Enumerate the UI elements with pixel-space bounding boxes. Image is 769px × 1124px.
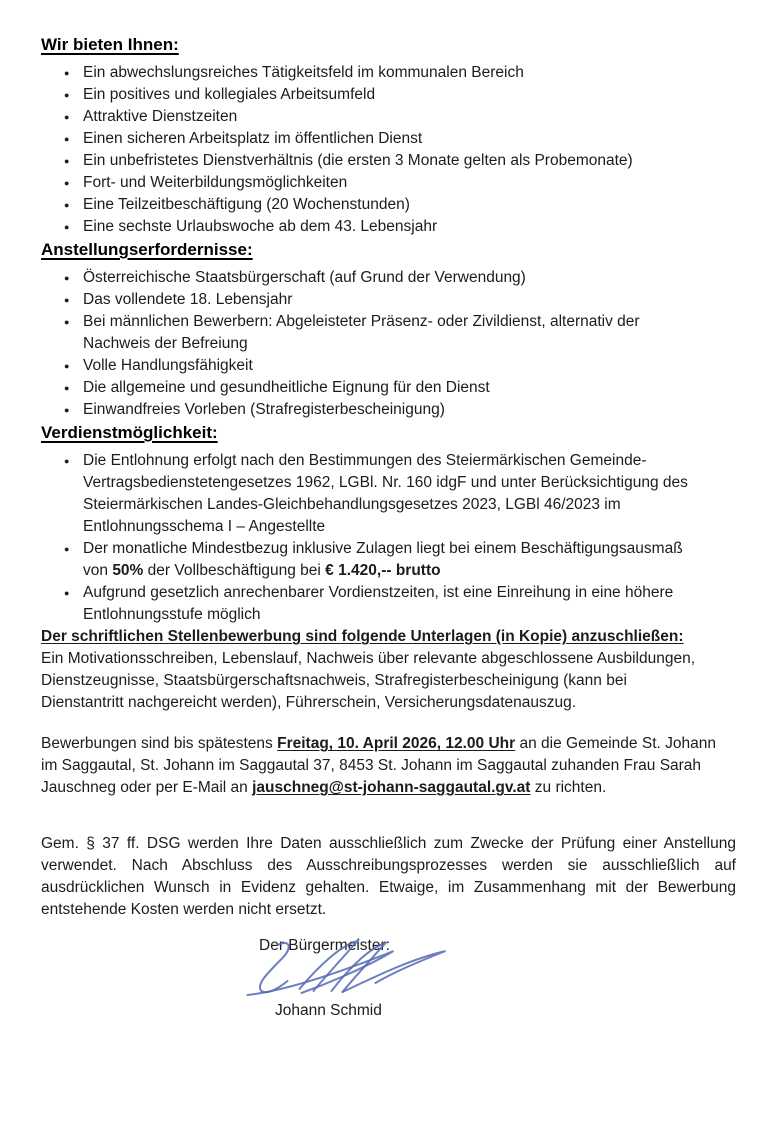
text-line: Steiermärkischen Landes-Gleichbehandlungsgesetzes 2023, LGBl 46/2023 im bbox=[83, 496, 621, 513]
text-line: ● Das vollendete 18. Lebensjahr bbox=[83, 291, 293, 308]
text-line: ● Die allgemeine und gesundheitliche Eignung für den Dienst bbox=[83, 379, 490, 396]
text-segment: 50% bbox=[112, 562, 144, 579]
text-line: ● Ein abwechslungsreiches Tätigkeitsfeld im kommunalen Bereich bbox=[83, 64, 524, 81]
salary-list bbox=[41, 450, 736, 626]
signature-block bbox=[41, 935, 736, 1065]
list-item bbox=[41, 355, 736, 377]
section-requirements bbox=[41, 238, 736, 421]
text-segment: an die Gemeinde St. Johann bbox=[515, 735, 716, 752]
text-line: ● Der monatliche Mindestbezug inklusive Zulagen liegt bei einem Beschäftigungsausmaß bbox=[83, 540, 683, 557]
section-salary-heading: Verdienstmöglichkeit: bbox=[41, 423, 218, 442]
signature-role-label: Der Bürgermeister: bbox=[259, 937, 390, 954]
section-offer-heading: Wir bieten Ihnen: bbox=[41, 35, 179, 54]
list-item bbox=[41, 216, 736, 238]
text-segment: € 1.420,-- brutto bbox=[325, 562, 441, 579]
list-item bbox=[41, 194, 736, 216]
signature-name: Johann Schmid bbox=[275, 1002, 382, 1019]
text-line: ● Eine Teilzeitbeschäftigung (20 Wochenstunden) bbox=[83, 196, 410, 213]
text-line: ● Österreichische Staatsbürgerschaft (auf Grund der Verwendung) bbox=[83, 269, 526, 286]
text-segment: Der schriftlichen Stellenbewerbung sind folgende Unterlagen bbox=[41, 628, 492, 645]
list-item bbox=[41, 267, 736, 289]
section-documents bbox=[41, 626, 736, 714]
text-line: Entlohnungsschema I – Angestellte bbox=[83, 518, 326, 535]
text-segment: von bbox=[83, 562, 113, 579]
section-requirements-heading: Anstellungserfordernisse: bbox=[41, 240, 253, 259]
text-line: ausdrücklichen Wunsch in Evidenz gehalten. Etwaige, im Zusammenhang mit der Bewerbung bbox=[41, 879, 736, 896]
list-item bbox=[41, 538, 736, 582]
list-item bbox=[41, 84, 736, 106]
text-line: ● Einen sicheren Arbeitsplatz im öffentlichen Dienst bbox=[83, 130, 423, 147]
text-line: ● Einwandfreies Vorleben (Strafregisterbescheinigung) bbox=[83, 401, 445, 418]
list-item bbox=[41, 399, 736, 421]
text-line: Dienstzeugnisse, Staatsbürgerschaftsnachweis, Strafregisterbescheinigung (kann bei bbox=[41, 672, 627, 689]
text-line: ● Die Entlohnung erfolgt nach den Bestimmungen des Steiermärkischen Gemeinde- bbox=[83, 452, 647, 469]
text-segment: anzuschließen: bbox=[571, 628, 684, 645]
text-line: Ein Motivationsschreiben, Lebenslauf, Nachweis über relevante abgeschlossene Ausbildungen, bbox=[41, 650, 695, 667]
text-line: Gem. § 37 ff. DSG werden Ihre Daten ausschließlich zum Zwecke der Prüfung einer Anstellung bbox=[41, 835, 736, 852]
text-line: ● Fort- und Weiterbildungsmöglichkeiten bbox=[83, 174, 348, 191]
list-item bbox=[41, 582, 736, 626]
text-segment: (in Kopie) bbox=[491, 628, 572, 645]
text-line bbox=[41, 626, 736, 648]
text-line: Dienstantritt nachgereicht werden), Führerschein, Versicherungsdatenauszug. bbox=[41, 694, 577, 711]
list-item bbox=[41, 311, 736, 355]
text-line: im Saggautal, St. Johann im Saggautal 37, 8453 St. Johann im Saggautal zuhanden Frau Sarah bbox=[41, 757, 702, 774]
list-item bbox=[41, 377, 736, 399]
text-line: Nachweis der Befreiung bbox=[83, 335, 248, 352]
text-segment: zu richten. bbox=[530, 779, 607, 796]
section-offer bbox=[41, 33, 736, 238]
offer-list bbox=[41, 62, 736, 238]
text-line: ● Ein unbefristetes Dienstverhältnis (die ersten 3 Monate gelten als Probemonate) bbox=[83, 152, 633, 169]
text-line: ● Volle Handlungsfähigkeit bbox=[83, 357, 253, 374]
list-item bbox=[41, 128, 736, 150]
text-line: ● Bei männlichen Bewerbern: Abgeleisteter Präsenz- oder Zivildienst, alternativ der bbox=[83, 313, 640, 330]
text-segment: Bewerbungen sind bis spätestens bbox=[41, 735, 278, 752]
list-item bbox=[41, 450, 736, 538]
text-segment: Jauschneg oder per E-Mail an bbox=[41, 779, 253, 796]
text-line: Entlohnungsstufe möglich bbox=[83, 606, 261, 623]
deadline-text: Freitag, 10. April 2026, 12.00 Uhr bbox=[277, 735, 516, 752]
text-line: entstehende Kosten werden nicht ersetzt. bbox=[41, 901, 327, 918]
text-line: ● Eine sechste Urlaubswoche ab dem 43. Lebensjahr bbox=[83, 218, 438, 235]
application-paragraph bbox=[41, 733, 736, 799]
privacy-paragraph bbox=[41, 833, 736, 921]
text-line: ● Aufgrund gesetzlich anrechenbarer Vordienstzeiten, ist eine Einreihung in eine höhere bbox=[83, 584, 674, 601]
text-line: verwendet. Nach Abschluss des Ausschreibungsprozesses werden sie ausschließlich auf bbox=[41, 857, 736, 874]
documents-heading bbox=[41, 626, 736, 648]
text-segment: der Vollbeschäftigung bei bbox=[143, 562, 326, 579]
list-item bbox=[41, 62, 736, 84]
list-item bbox=[41, 289, 736, 311]
text-line bbox=[41, 733, 736, 755]
list-item bbox=[41, 172, 736, 194]
requirements-list bbox=[41, 267, 736, 421]
text-line: ● Ein positives und kollegiales Arbeitsumfeld bbox=[83, 86, 376, 103]
text-line: ● Attraktive Dienstzeiten bbox=[83, 108, 238, 125]
documents-body bbox=[41, 648, 736, 714]
text-line: Vertragsbedienstetengesetzes 1962, LGBl. Nr. 160 idgF und unter Berücksichtigung des bbox=[83, 474, 688, 491]
text-line bbox=[41, 777, 736, 799]
section-salary bbox=[41, 421, 736, 626]
list-item bbox=[41, 106, 736, 128]
text-line bbox=[83, 560, 736, 582]
list-item bbox=[41, 150, 736, 172]
email-link[interactable]: jauschneg@st-johann-saggautal.gv.at bbox=[252, 779, 531, 796]
